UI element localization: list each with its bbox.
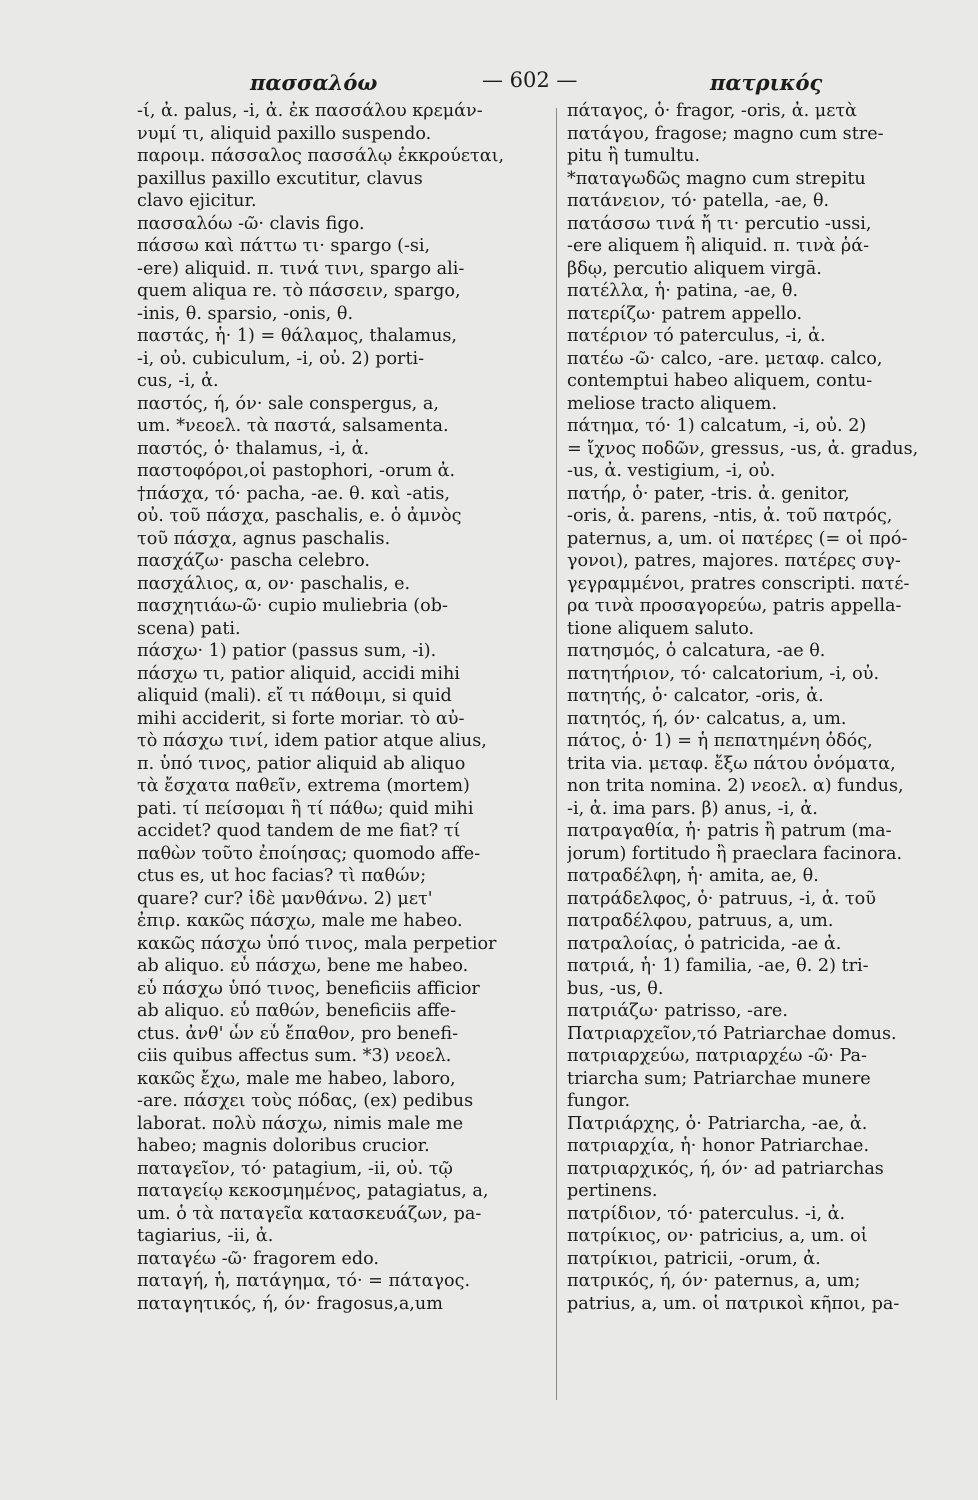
text-line: παστός, ὁ· thalamus, -i, ἀ. bbox=[137, 438, 370, 459]
text-line: τὸ πάσχω τινί, idem patior atque alius, bbox=[137, 731, 487, 751]
page-number: — 602 — bbox=[482, 68, 578, 92]
text-line: ctus es, ut hoc facias? τὶ παθών; bbox=[137, 866, 427, 886]
text-line: um. ὁ τὰ παταγεῖα κατασκευάζων, pa- bbox=[137, 1203, 482, 1224]
text-line: π. ὑπό τινος, patior aliquid ab aliquo bbox=[137, 753, 466, 774]
text-line: -ere aliquem ἢ aliquid. π. τινὰ ῥά- bbox=[567, 236, 870, 256]
text-line: πάτημα, τό· 1) calcatum, -i, οὐ. 2) bbox=[567, 416, 867, 436]
text-line: -ί, ἀ. palus, -i, ἀ. ἐκ πασσάλου κρεμάν- bbox=[137, 101, 483, 121]
text-line: quem aliqua re. τὸ πάσσειν, spargo, bbox=[137, 281, 461, 301]
text-line: †πάσχα, τό· pacha, -ae. θ. καὶ -atis, bbox=[137, 483, 451, 504]
text-line: πατάγου, fragose; magno cum stre- bbox=[567, 123, 884, 144]
text-line: πατραλοίας, ὁ patricida, -ae ἀ. bbox=[567, 933, 842, 954]
text-line: ctus. ἀνθ' ὧν εὖ ἔπαθον, pro benefi- bbox=[137, 1023, 459, 1044]
text-line: πατραγαθία, ἡ· patris ἢ patrum (ma- bbox=[567, 821, 892, 841]
text-line: πατρίδιον, τό· paterculus. -i, ἀ. bbox=[567, 1203, 846, 1224]
text-line: ἐπιρ. κακῶς πάσχω, male me habeo. bbox=[137, 911, 463, 931]
text-line: -inis, θ. sparsio, -onis, θ. bbox=[137, 303, 354, 324]
text-line: *παταγωδῶς magno cum strepitu bbox=[567, 168, 866, 189]
text-line: um. *νεοελ. τὰ παστά, salsamenta. bbox=[137, 416, 449, 436]
text-line: πασχητιάω-ῶ· cupio muliebria (ob- bbox=[137, 596, 448, 616]
text-line: triarcha sum; Patriarchae munere bbox=[567, 1068, 871, 1089]
text-line: fungor. bbox=[567, 1091, 631, 1111]
text-line: pitu ἢ tumultu. bbox=[567, 146, 701, 166]
text-line: -are. πάσχει τοὺς πόδας, (ex) pedibus bbox=[137, 1091, 474, 1111]
text-line: πατριά, ἡ· 1) familia, -ae, θ. 2) tri- bbox=[567, 956, 869, 976]
text-line: πασχάζω· pascha celebro. bbox=[137, 551, 370, 571]
text-line: habeo; magnis doloribus crucior. bbox=[137, 1136, 430, 1156]
text-line: aliquid (mali). εἴ τι πάθοιμι, si quid bbox=[137, 686, 452, 706]
text-line: -us, ἀ. vestigium, -i, οὐ. bbox=[567, 461, 776, 481]
header-right-guideword: πατρικός bbox=[710, 70, 823, 95]
text-line: contemptui habeo aliquem, contu- bbox=[567, 371, 873, 391]
text-line: πάσχω· 1) patior (passus sum, -i). bbox=[137, 641, 437, 661]
text-line: πατέω -ῶ· calco, -are. μεταφ. calco, bbox=[567, 348, 883, 369]
text-line: tione aliquem saluto. bbox=[567, 618, 755, 639]
text-line: κακῶς πάσχω ὑπό τινος, mala perpetior bbox=[137, 933, 497, 954]
text-line: = ἴχνος ποδῶν, gressus, -us, ἀ. gradus, bbox=[567, 438, 919, 459]
text-line: trita via. μεταφ. ἔξω πάτου ὀνόματα, bbox=[567, 753, 896, 774]
text-line: -i, οὐ. cubiculum, -i, οὐ. 2) porti- bbox=[137, 348, 425, 369]
text-line: πατητός, ή, όν· calcatus, a, um. bbox=[567, 708, 847, 729]
text-line: παστοφόροι,οἱ pastophori, -orum ἀ. bbox=[137, 461, 456, 481]
text-line: παταγέω -ῶ· fragorem edo. bbox=[137, 1248, 380, 1269]
text-line: παταγεῖον, τό· patagium, -ii, οὐ. τῷ bbox=[137, 1158, 453, 1179]
text-line: παστός, ή, όν· sale conspergus, a, bbox=[137, 393, 439, 414]
text-line: πατριαρχία, ἡ· honor Patriarchae. bbox=[567, 1136, 870, 1156]
text-line: πατερίζω· patrem appello. bbox=[567, 303, 803, 324]
text-line: πατρίκιος, ον· patricius, a, um. οἱ bbox=[567, 1226, 868, 1246]
left-column bbox=[137, 100, 547, 1315]
text-line: paxillus paxillo excutitur, clavus bbox=[137, 168, 423, 189]
text-line: cus, -i, ἀ. bbox=[137, 371, 219, 391]
text-line: τὰ ἔσχατα παθεῖν, extrema (mortem) bbox=[137, 776, 470, 796]
text-line: ab aliquo. εὖ παθών, beneficiis affe- bbox=[137, 1001, 457, 1021]
text-line: πατησμός, ὁ calcatura, -ae θ. bbox=[567, 641, 826, 661]
text-line: πατράδελφος, ὁ· patruus, -i, ἀ. τοῦ bbox=[567, 888, 876, 909]
text-line: παροιμ. πάσσαλος πασσάλῳ ἐκκρούεται, bbox=[137, 146, 505, 166]
text-line: γονοι), patres, majores. πατέρες συγ- bbox=[567, 551, 901, 571]
text-line: laborat. πολὺ πάσχω, nimis male me bbox=[137, 1113, 464, 1134]
text-line: πατραδέλφη, ἡ· amita, ae, θ. bbox=[567, 866, 819, 886]
text-line: πατραδέλφου, patruus, a, um. bbox=[567, 911, 834, 931]
text-line: non trita nomina. 2) νεοελ. α) fundus, bbox=[567, 776, 904, 796]
text-line: πάσχω τι, patior aliquid, accidi mihi bbox=[137, 663, 460, 684]
text-line: πατητής, ὁ· calcator, -oris, ἀ. bbox=[567, 686, 824, 706]
text-line: πατήρ, ὁ· pater, -tris. ἀ. genitor, bbox=[567, 483, 850, 504]
text-line: νυμί τι, aliquid paxillo suspendo. bbox=[137, 123, 432, 144]
text-line: ciis quibus affectus sum. *3) νεοελ. bbox=[137, 1046, 452, 1066]
text-line: πατριαρχικός, ή, όν· ad patriarchas bbox=[567, 1158, 884, 1179]
text-line: quare? cur? ἰδὲ μανθάνω. 2) μετ' bbox=[137, 888, 433, 909]
right-column bbox=[567, 100, 957, 1315]
text-line: pati. τί πείσομαι ἢ τί πάθω; quid mihi bbox=[137, 798, 474, 819]
text-line: ρα τινὰ προσαγορεύω, patris appella- bbox=[567, 596, 902, 616]
text-line: παταγητικός, ή, όν· fragosus,a,um bbox=[137, 1293, 443, 1314]
text-line: πάσσω καὶ πάττω τι· spargo (-si, bbox=[137, 236, 431, 256]
text-line: tagiarius, -ii, ἀ. bbox=[137, 1226, 274, 1246]
text-line: πατρίκιοι, patricii, -orum, ἀ. bbox=[567, 1248, 821, 1269]
text-line: Πατριάρχης, ὁ· Patriarcha, -ae, ἀ. bbox=[567, 1113, 868, 1134]
text-line: κακῶς ἔχω, male me habeo, laboro, bbox=[137, 1068, 456, 1089]
text-line: πασχάλιος, α, ον· paschalis, e. bbox=[137, 573, 411, 594]
text-line: πατέλλα, ἡ· patina, -ae, θ. bbox=[567, 281, 799, 301]
column-divider bbox=[556, 108, 557, 1400]
text-line: πατριάζω· patrisso, -are. bbox=[567, 1001, 788, 1021]
text-line: πατέριον τό paterculus, -i, ἀ. bbox=[567, 326, 826, 346]
text-line: εὖ πάσχω ὑπό τινος, beneficiis afficior bbox=[137, 978, 480, 999]
text-line: jorum) fortitudo ἢ praeclara facinora. bbox=[567, 843, 903, 864]
text-line: patrius, a, um. οἱ πατρικοὶ κῆποι, pa- bbox=[567, 1293, 900, 1314]
text-line: accidet? quod tandem de me fiat? τί bbox=[137, 821, 461, 841]
text-line: βδῳ, percutio aliquem virgā. bbox=[567, 258, 822, 279]
text-line: παθὼν τοῦτο ἐποίησας; quomodo affe- bbox=[137, 843, 481, 864]
text-line: πατάνειον, τό· patella, -ae, θ. bbox=[567, 191, 830, 211]
text-line: Πατριαρχεῖον,τό Patriarchae domus. bbox=[567, 1023, 897, 1044]
text-line: πασσαλόω -ῶ· clavis figo. bbox=[137, 213, 365, 234]
text-line: παταγή, ἡ, πατάγημα, τό· = πάταγος. bbox=[137, 1271, 471, 1291]
text-line: πάταγος, ὁ· fragor, -oris, ἀ. μετὰ bbox=[567, 101, 857, 121]
text-line: -ere) aliquid. π. τινά τινι, spargo ali- bbox=[137, 258, 465, 279]
text-line: mihi acciderit, si forte moriar. τὸ αὐ- bbox=[137, 708, 465, 729]
text-line: γεγραμμένοι, pratres conscripti. πατέ- bbox=[567, 573, 910, 594]
text-line: scena) pati. bbox=[137, 618, 241, 639]
text-line: pertinens. bbox=[567, 1181, 658, 1201]
text-line: πατριαρχεύω, πατριαρχέω -ῶ· Pa- bbox=[567, 1046, 867, 1066]
text-line: πάτος, ὁ· 1) = ἡ πεπατημένη ὁδός, bbox=[567, 731, 873, 751]
text-line: παστάς, ἡ· 1) = θάλαμος, thalamus, bbox=[137, 326, 458, 346]
text-line: πατάσσω τινά ἤ τι· percutio -ussi, bbox=[567, 213, 872, 234]
text-line: meliose tracto aliquem. bbox=[567, 393, 778, 414]
text-line: πατρικός, ή, όν· paternus, a, um; bbox=[567, 1271, 861, 1291]
text-line: παταγείῳ κεκοσμημένος, patagiatus, a, bbox=[137, 1181, 489, 1201]
text-line: οὐ. τοῦ πάσχα, paschalis, e. ὁ ἀμνὸς bbox=[137, 506, 462, 526]
text-line: πατητήριον, τό· calcatorium, -i, οὐ. bbox=[567, 663, 880, 684]
text-line: τοῦ πάσχα, agnus paschalis. bbox=[137, 528, 391, 549]
text-line: paternus, a, um. οἱ πατέρες (= οἱ πρό- bbox=[567, 528, 908, 549]
header-left-guideword: πασσαλόω bbox=[250, 70, 378, 95]
page-header bbox=[120, 62, 900, 98]
text-line: bus, -us, θ. bbox=[567, 978, 664, 999]
text-line: ab aliquo. εὖ πάσχω, bene me habeo. bbox=[137, 956, 469, 976]
text-line: clavo ejicitur. bbox=[137, 191, 257, 211]
text-line: -oris, ἀ. parens, -ntis, ἀ. τοῦ πατρός, bbox=[567, 506, 893, 526]
text-line: -i, ἀ. ima pars. β) anus, -i, ἀ. bbox=[567, 798, 818, 819]
